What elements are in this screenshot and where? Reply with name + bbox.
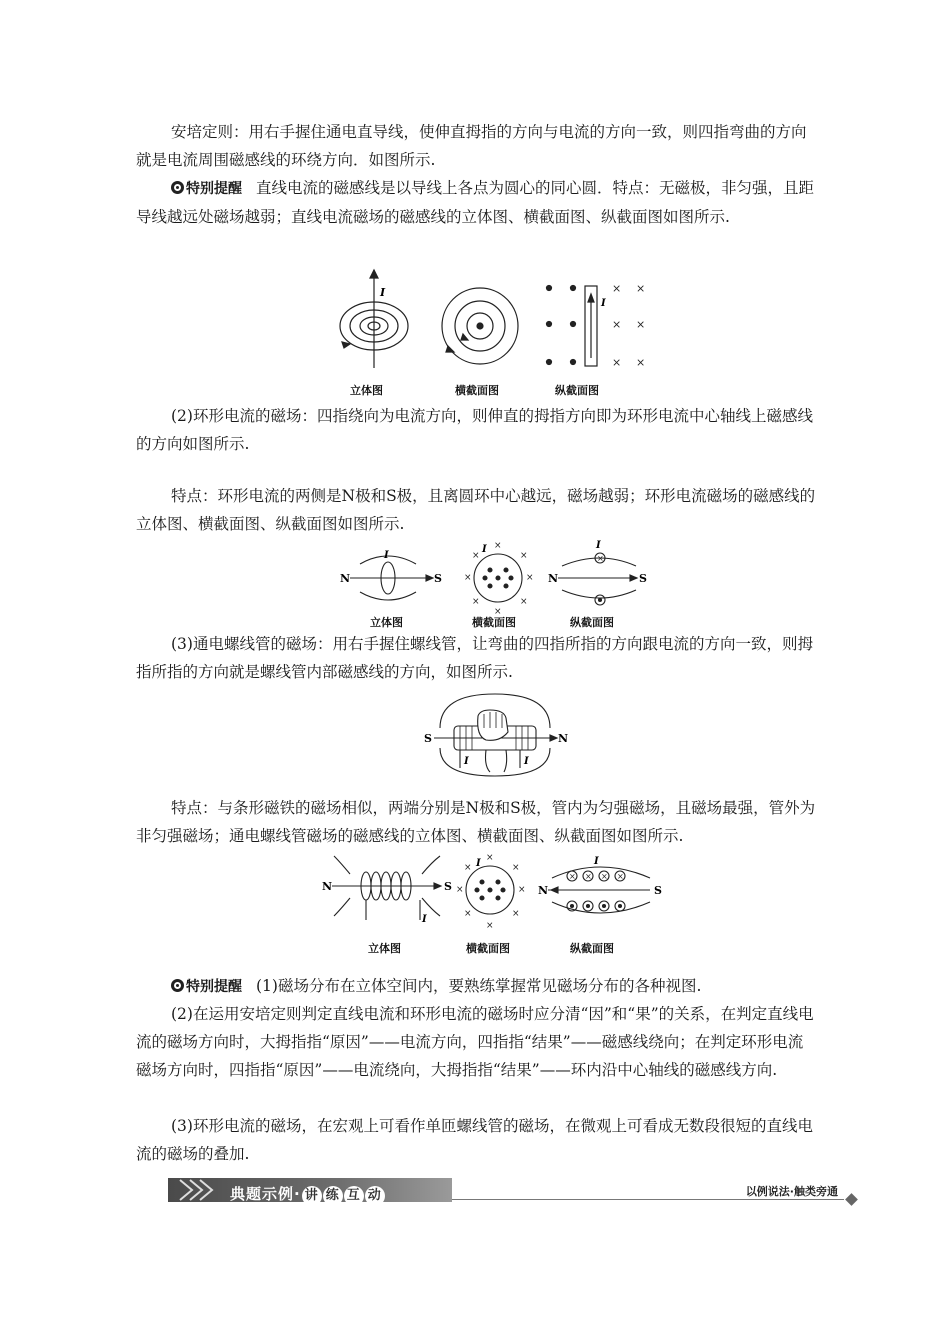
svg-text:×: × <box>456 885 464 895</box>
straight-cross-section <box>442 288 518 364</box>
svg-text:×: × <box>597 554 604 563</box>
svg-text:×: × <box>486 921 494 931</box>
current-label: I <box>482 544 487 555</box>
solenoid-paragraph: (3)通电螺线管的磁场：用右手握住螺线管，让弯曲的四指所指的方向跟电流的方向一致，则拇指所指的方向就是螺线管内部磁感线的方向，如图所示. <box>136 635 813 681</box>
cross-marks <box>612 282 645 369</box>
current-label: I <box>380 286 386 299</box>
tip-text-2: (1)磁场分布在立体空间内，要熟练掌握常见磁场分布的各种视图. <box>256 977 702 995</box>
ampere-rule-paragraph: 安培定则：用右手握住通电直导线，使伸直拇指的方向与电流的方向一致，则四指弯曲的方向就是电流周围磁感线的环绕方向．如图所示. <box>136 123 807 169</box>
banner-subtitle: 以例说法·触类旁通 <box>745 1185 838 1198</box>
north-label: N <box>538 884 549 897</box>
svg-text:×: × <box>518 885 526 895</box>
ring-current-paragraph: (2)环形电流的磁场：四指绕向为电流方向，则伸直的拇指方向即为环形电流中心轴线上磁感线的方向如图所示. <box>136 407 813 453</box>
cause-effect-paragraph: (2)在运用安培定则判定直线电流和环形电流的磁场时应分清“因”和“果”的关系，在判定直线电流的磁场方向时，大拇指指“原因”——电流方向，四指指“结果”——磁感线绕向；在判定环形电流磁场方向时，四指指“原因”——电流绕向，大拇指指“结果”——环内沿中心轴线的磁感线方向. <box>136 1005 814 1079</box>
solenoid-3d-view <box>332 856 441 920</box>
north-label: N <box>558 732 569 745</box>
svg-text:×: × <box>464 909 472 919</box>
special-tip-1 <box>136 174 816 231</box>
current-label: I <box>476 858 481 869</box>
caption-3d: 立体图 <box>370 616 403 629</box>
svg-text:×: × <box>486 853 494 863</box>
current-label: I <box>594 856 599 867</box>
svg-text:×: × <box>526 573 534 583</box>
straight-current-figure <box>330 268 660 400</box>
special-tip-2 <box>136 972 816 1001</box>
ring-3d-view <box>350 556 433 600</box>
north-label: N <box>340 572 351 585</box>
svg-text:×: × <box>601 872 608 881</box>
tip-icon <box>171 181 184 194</box>
solenoid-views-figure <box>320 852 670 958</box>
banner-title: 典题示例· 讲 练 互 动 <box>230 1183 385 1206</box>
solenoid-field-lines <box>434 694 557 776</box>
svg-text:×: × <box>612 282 622 295</box>
banner-rule <box>452 1199 844 1200</box>
svg-text:×: × <box>512 863 520 873</box>
ring-cross-section <box>474 554 522 602</box>
solenoid-longitudinal-section <box>548 867 650 913</box>
current-label: I <box>422 914 427 925</box>
svg-text:×: × <box>520 597 528 607</box>
ring-current-figure <box>330 538 660 630</box>
svg-text:×: × <box>520 551 528 561</box>
solenoid-hand-figure <box>420 692 570 778</box>
caption-cross: 横截面图 <box>455 384 499 397</box>
svg-text:×: × <box>472 551 480 561</box>
caption-cross: 横截面图 <box>472 616 516 629</box>
ring-features-paragraph: 特点：环形电流的两侧是N极和S极，且离圆环中心越远，磁场越弱；环形电流磁场的磁感线的立体图、横截面图、纵截面图如图所示. <box>136 487 816 533</box>
svg-text:×: × <box>617 872 624 881</box>
caption-3d: 立体图 <box>368 942 401 955</box>
svg-text:×: × <box>494 541 502 551</box>
tip-text-1: 直线电流的磁感线是以导线上各点为圆心的同心圆．特点：无磁极，非匀强，且距导线越远处磁场越弱；直线电流磁场的磁感线的立体图、横截面图、纵截面图如图所示. <box>136 179 815 226</box>
tip-label-1: 特别提醒 <box>171 181 242 197</box>
tip-label-2: 特别提醒 <box>171 979 242 995</box>
svg-text:×: × <box>612 318 622 331</box>
current-label: I <box>596 540 601 551</box>
south-label: S <box>444 880 452 893</box>
south-label: S <box>639 572 647 585</box>
caption-longitudinal: 纵截面图 <box>570 942 614 955</box>
svg-text:×: × <box>512 909 520 919</box>
svg-text:×: × <box>612 356 622 369</box>
south-label: S <box>424 732 432 745</box>
section-banner <box>168 1176 858 1206</box>
current-label: I <box>384 550 389 561</box>
caption-longitudinal: 纵截面图 <box>555 384 599 397</box>
svg-text:×: × <box>636 356 646 369</box>
caption-cross: 横截面图 <box>466 942 510 955</box>
svg-text:×: × <box>636 318 646 331</box>
svg-text:×: × <box>585 872 592 881</box>
superposition-paragraph: (3)环形电流的磁场，在宏观上可看作单匝螺线管的磁场，在微观上可看成无数段很短的直线电流的磁场的叠加. <box>136 1117 813 1163</box>
current-label: I <box>601 298 606 309</box>
north-label: N <box>322 880 333 893</box>
svg-text:×: × <box>636 282 646 295</box>
svg-text:×: × <box>464 863 472 873</box>
svg-text:×: × <box>569 872 576 881</box>
caption-3d: 立体图 <box>350 384 383 397</box>
current-label: I <box>464 756 469 767</box>
svg-text:×: × <box>472 597 480 607</box>
south-label: S <box>434 572 442 585</box>
tip-icon <box>171 979 184 992</box>
south-label: S <box>654 884 662 897</box>
svg-text:×: × <box>494 607 502 617</box>
north-label: N <box>548 572 559 585</box>
svg-text:×: × <box>464 573 472 583</box>
banner-bar <box>168 1178 452 1202</box>
caption-longitudinal: 纵截面图 <box>570 616 614 629</box>
solenoid-cross-section <box>466 866 514 914</box>
straight-longitudinal-section <box>547 286 598 367</box>
diamond-icon <box>845 1193 858 1206</box>
solenoid-features-paragraph: 特点：与条形磁铁的磁场相似，两端分别是N极和S极，管内为匀强磁场，且磁场最强，管外为非匀强磁场；通电螺线管磁场的磁感线的立体图、横截面图、纵截面图如图所示. <box>136 799 816 845</box>
chevron-icon <box>176 1178 230 1202</box>
current-label: I <box>524 756 529 767</box>
straight-3d-view <box>340 270 408 368</box>
